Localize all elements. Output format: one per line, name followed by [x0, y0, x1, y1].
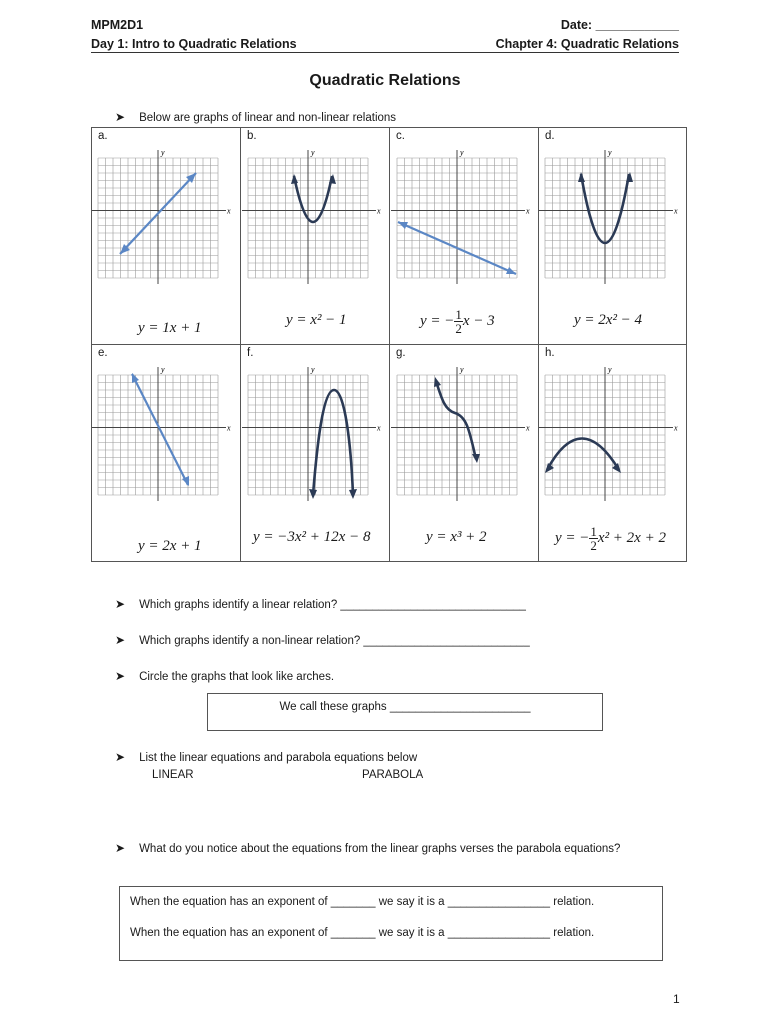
y-axis-label: y	[311, 148, 315, 157]
graph-cell-c	[390, 128, 539, 345]
equation-c-lead: y = −	[420, 312, 455, 329]
y-axis-label: y	[161, 365, 165, 374]
fraction-numerator: 1	[455, 307, 462, 322]
intro-text: Below are graphs of linear and non-linear relations	[139, 112, 397, 124]
graph-letter: c.	[396, 130, 405, 142]
question-nonlinear-text: Which graphs identify a non-linear relation? __________________________	[139, 635, 530, 647]
arrow-icon	[612, 463, 621, 473]
graph-letter: a.	[98, 130, 108, 142]
question-arches-text: Circle the graphs that look like arches.	[139, 671, 335, 683]
exponent-box	[119, 886, 663, 961]
grid-lines	[391, 148, 530, 284]
graph-letter: f.	[247, 347, 254, 359]
date-label: Date: ____________	[560, 18, 679, 32]
fraction-numerator: 1	[590, 524, 597, 539]
question-notice-text: What do you notice about the equations from the linear graphs verses the parabola equations?	[139, 843, 621, 855]
graph-letter: b.	[247, 130, 257, 142]
x-axis-label: x	[674, 423, 678, 433]
graph-e-line	[132, 374, 188, 485]
graph-e-plot	[92, 345, 241, 561]
arrow-bullet-icon: ➤	[115, 110, 126, 124]
page-number: 1	[673, 992, 680, 1006]
graph-a-plot	[92, 128, 241, 345]
question-arches	[115, 669, 334, 683]
fraction-denominator: 2	[590, 538, 597, 553]
equation-c-tail: x − 3	[462, 312, 495, 329]
question-linear-text: Which graphs identify a linear relation? _____________________________	[139, 599, 526, 611]
grid-lines	[391, 365, 530, 501]
graph-letter: e.	[98, 347, 108, 359]
question-linear	[115, 597, 526, 611]
graph-cell-f	[241, 345, 390, 561]
graph-table	[91, 127, 687, 562]
graph-cell-a	[92, 128, 241, 345]
graph-cell-h	[539, 345, 686, 561]
page-title: Quadratic Relations	[309, 72, 461, 89]
grid-lines	[242, 365, 381, 501]
equation-h-lead: y = −	[555, 529, 590, 546]
equation-a: y = 1x + 1	[138, 320, 202, 336]
linear-heading: LINEAR	[152, 769, 194, 781]
fraction	[589, 525, 598, 552]
y-axis-label: y	[161, 148, 165, 157]
question-list	[115, 750, 417, 764]
graph-b-curve	[294, 176, 332, 222]
x-axis-label: x	[674, 206, 678, 216]
chapter-title: Chapter 4: Quadratic Relations	[495, 37, 679, 51]
x-axis-label: x	[526, 206, 530, 216]
grid-lines	[92, 148, 231, 284]
arrow-icon	[132, 373, 139, 383]
parabola-heading: PARABOLA	[362, 769, 424, 781]
arrow-icon	[626, 172, 633, 182]
header-divider	[91, 52, 679, 53]
x-axis-label: x	[377, 423, 381, 433]
intro-bullet	[115, 110, 396, 124]
grid-lines	[539, 365, 678, 501]
arrow-icon	[434, 377, 441, 387]
graph-letter: g.	[396, 347, 406, 359]
graph-cell-d	[539, 128, 686, 345]
exponent-line-2: When the equation has an exponent of _______ we say it is a ________________ relation.	[130, 927, 595, 939]
arrow-icon	[291, 174, 298, 184]
fraction-denominator: 2	[455, 321, 462, 336]
graph-letter: h.	[545, 347, 555, 359]
course-code: MPM2D1	[91, 18, 144, 32]
x-axis-label: x	[227, 423, 231, 433]
fraction	[454, 308, 463, 335]
y-axis-label: y	[460, 365, 464, 374]
call-graphs-box	[207, 693, 603, 731]
grid-lines	[242, 148, 381, 284]
y-axis-label: y	[311, 365, 315, 374]
y-axis-label: y	[608, 365, 612, 374]
question-list-text: List the linear equations and parabola equations below	[139, 752, 418, 764]
arrow-icon	[472, 454, 480, 463]
equation-d: y = 2x² − 4	[574, 312, 643, 328]
arrow-bullet-icon: ➤	[115, 841, 126, 855]
graph-cell-g	[390, 345, 539, 561]
x-axis-label: x	[227, 206, 231, 216]
equation-g: y = x³ + 2	[426, 529, 487, 545]
graph-letter: d.	[545, 130, 555, 142]
equation-e: y = 2x + 1	[138, 538, 202, 554]
equation-h	[555, 525, 666, 552]
y-axis-label: y	[460, 148, 464, 157]
x-axis-label: x	[526, 423, 530, 433]
exponent-line-1: When the equation has an exponent of _______ we say it is a ________________ relation.	[130, 896, 595, 908]
arrow-bullet-icon: ➤	[115, 669, 126, 683]
equation-f: y = −3x² + 12x − 8	[253, 529, 371, 545]
question-notice	[115, 841, 620, 855]
arrow-bullet-icon: ➤	[115, 633, 126, 647]
arrow-icon	[578, 172, 585, 182]
day-title: Day 1: Intro to Quadratic Relations	[91, 37, 297, 51]
call-graphs-text: We call these graphs ______________________	[279, 701, 531, 713]
arrow-icon	[349, 489, 357, 499]
equation-b: y = x² − 1	[286, 312, 347, 328]
y-axis-label: y	[608, 148, 612, 157]
arrow-bullet-icon: ➤	[115, 597, 126, 611]
x-axis-label: x	[377, 206, 381, 216]
question-nonlinear	[115, 633, 530, 647]
arrow-bullet-icon: ➤	[115, 750, 126, 764]
equation-h-tail: x² + 2x + 2	[597, 529, 666, 546]
grid-lines	[539, 148, 678, 284]
graph-cell-e	[92, 345, 241, 561]
graph-cell-b	[241, 128, 390, 345]
equation-c	[420, 308, 495, 335]
